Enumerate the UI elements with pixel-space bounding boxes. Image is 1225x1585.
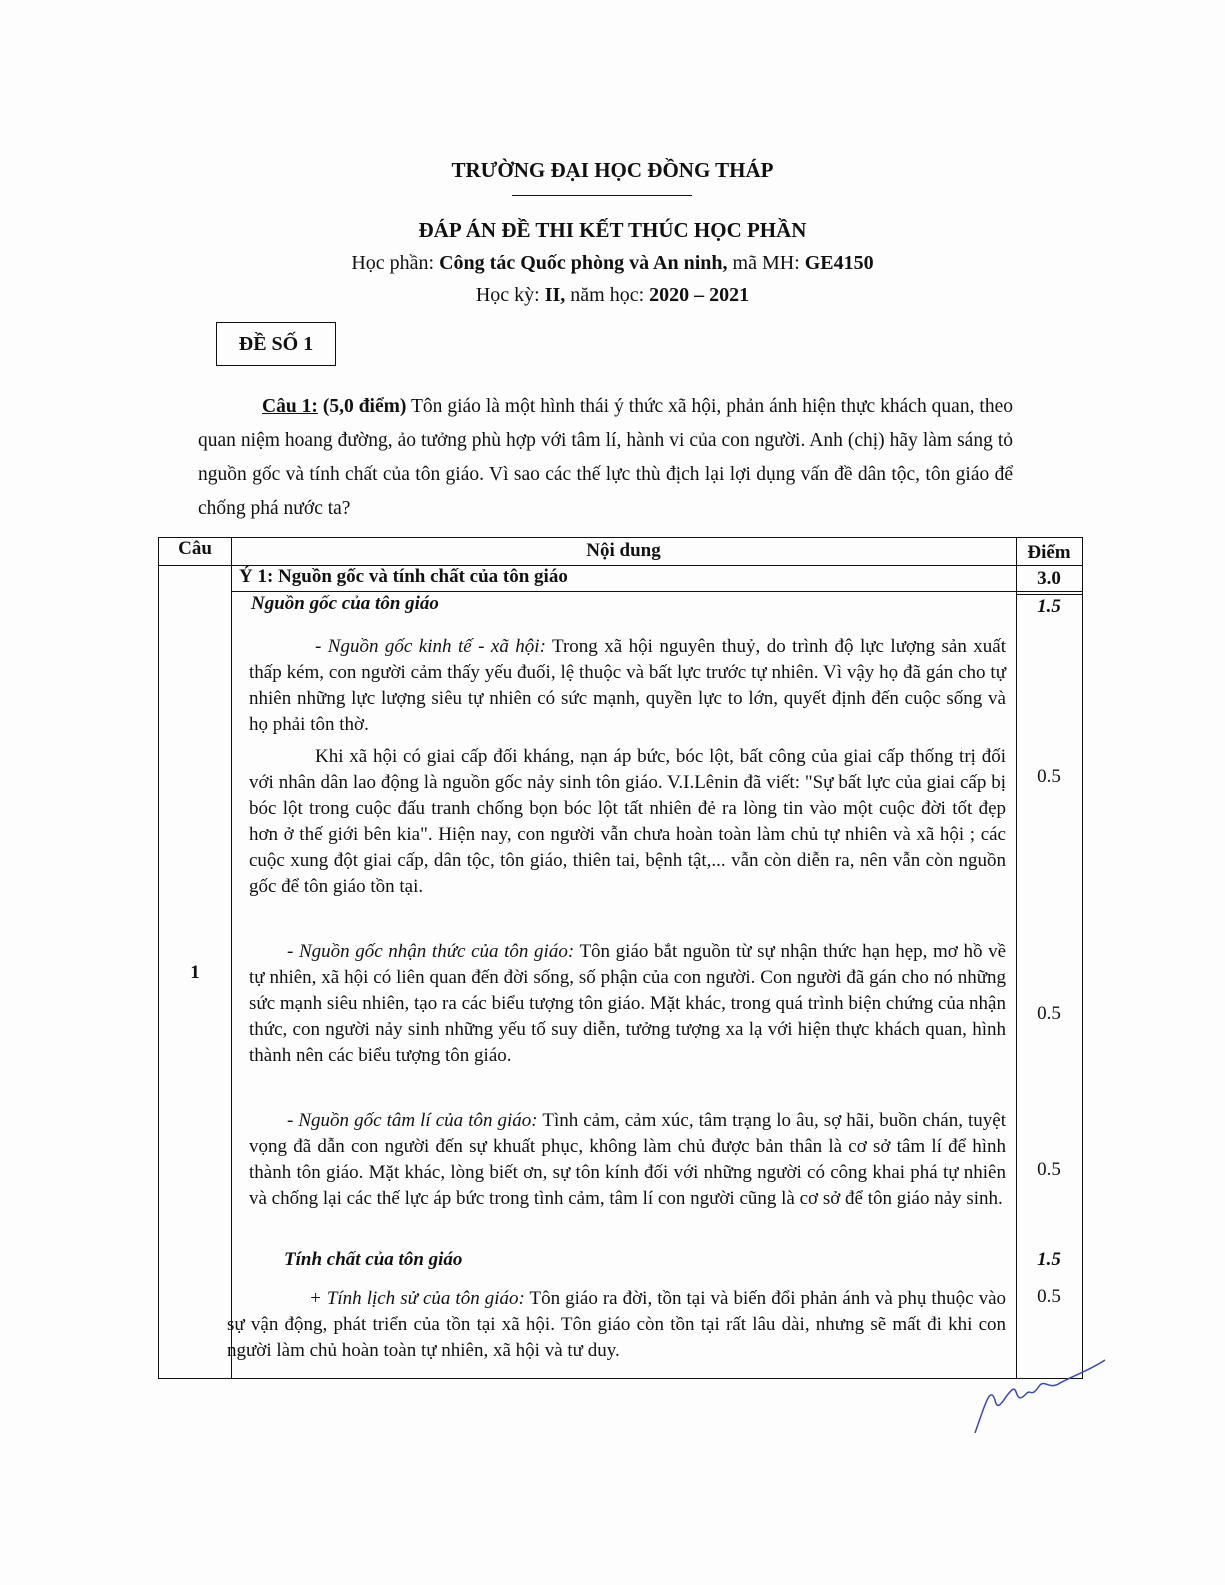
course-line — [0, 252, 1225, 275]
y1-score: 3.0 — [1037, 568, 1061, 589]
paragraph-text: Trong xã hội nguyên thuỷ, do trình độ lực lượng sản xuất thấp kém, con người cảm thấy yếu đuối, lệ thuộc và bất lực trước tự nhiên. Vì vậy họ đã gán cho tự nhiên những lực lượng siêu tự nhiên có sức mạnh, quyền lực to lớn, quyết định đến cuộc sống và họ phải tôn thờ. — [249, 636, 1006, 735]
nature-title: Tính chất của tôn giáo — [284, 1249, 463, 1270]
score: 0.5 — [1037, 1003, 1061, 1024]
score: 0.5 — [1037, 766, 1061, 787]
university-name: TRƯỜNG ĐẠI HỌC ĐỒNG THÁP — [451, 158, 774, 182]
year-label: năm học: — [565, 284, 650, 306]
question-text — [198, 390, 1013, 526]
row-divider — [231, 591, 1082, 592]
nature-score: 1.5 — [1037, 1249, 1061, 1270]
origin-title: Nguồn gốc của tôn giáo — [251, 593, 439, 614]
document-title: ĐÁP ÁN ĐỀ THI KẾT THÚC HỌC PHẦN — [418, 218, 807, 242]
course-label: Học phần: — [351, 252, 440, 274]
question-label: Câu 1: — [262, 396, 318, 417]
course-name: Công tác Quốc phòng và An ninh, — [439, 252, 728, 274]
question-body: Tôn giáo là một hình thái ý thức xã hội, phản ánh hiện thực khách quan, theo quan niệm hoang đường, ảo tưởng phù hợp với tâm lí, hành vi của con người. Anh (chị) hãy làm sáng tỏ nguồn gốc và tính chất của tôn giáo. Vì sao các thế lực thù địch lại lợi dụng vấn đề dân tộc, tôn giáo để chống phá nước ta? — [198, 396, 1013, 519]
paragraph-lead: - Nguồn gốc kinh tế - xã hội: — [315, 636, 546, 657]
header-noi-dung: Nội dung — [586, 540, 661, 561]
historical-nature-paragraph — [227, 1286, 1006, 1364]
psychological-origin-paragraph — [249, 1108, 1006, 1212]
paragraph-lead: - Nguồn gốc tâm lí của tôn giáo: — [287, 1110, 538, 1131]
paragraph-lead: - Nguồn gốc nhận thức của tôn giáo: — [287, 941, 575, 962]
column-divider — [231, 538, 232, 1378]
origin-score: 1.5 — [1037, 596, 1061, 617]
course-code-label: mã MH: — [727, 252, 805, 274]
semester-label: Học kỳ: — [475, 284, 545, 306]
header-diem: Điểm — [1027, 542, 1071, 563]
title-divider — [512, 195, 692, 196]
semester: II, — [544, 284, 566, 306]
paragraph-text: Tình cảm, cảm xúc, tâm trạng lo âu, sợ hãi, buồn chán, tuyệt vọng đã dẫn con người đến sự khuất phục, không làm chủ được bản thân là cơ sở tâm lí để hình thành tôn giáo. Mặt khác, lòng biết ơn, sự tôn kính đối với những người có công khai phá tự nhiên và chống lại các thế lực áp bức trong tình cảm, tâm lí con người cũng là cơ sở để tôn giáo nảy sinh. — [249, 1110, 1006, 1209]
question-number: 1 — [190, 962, 200, 983]
y1-title: Ý 1: Nguồn gốc và tính chất của tôn giáo — [239, 566, 568, 587]
score: 0.5 — [1037, 1286, 1061, 1307]
score: 0.5 — [1037, 1159, 1061, 1180]
row-divider — [1016, 594, 1082, 595]
paragraph-text: Tôn giáo ra đời, tồn tại và biến đổi phản ánh và phụ thuộc vào sự vận động, phát triển của tồn tại xã hội. Tôn giáo còn tồn tại rất lâu dài, nhưng sẽ mất đi khi con người làm chủ hoàn toàn tự nhiên, xã hội và tư duy. — [227, 1288, 1007, 1361]
header-cau: Câu — [178, 538, 212, 559]
paragraph-text: Tôn giáo bắt nguồn từ sự nhận thức hạn hẹp, mơ hồ về tự nhiên, xã hội có liên quan đến đời sống, số phận của con người. Con người đã gán cho nó những sức mạnh siêu nhiên, tạo ra các biểu tượng tôn giáo. Mặt khác, trong quá trình biện chứng của nhận thức, con người nảy sinh những yếu tố suy diễn, tưởng tượng xa lạ với hiện thực khách quan, hình thành nên các biểu tượng tôn giáo. — [249, 941, 1006, 1066]
answer-table — [158, 537, 1083, 1379]
course-code: GE4150 — [804, 252, 874, 274]
semester-line — [0, 284, 1225, 307]
exam-number-box: ĐỀ SỐ 1 — [216, 322, 336, 366]
economic-origin-paragraph — [249, 634, 1006, 738]
class-origin-paragraph: Khi xã hội có giai cấp đối kháng, nạn áp bức, bóc lột, bất công của giai cấp thống trị đối với nhân dân lao động là nguồn gốc nảy sinh tôn giáo. V.I.Lênin đã viết: "Sự bất lực của giai cấp bị bóc lột trong cuộc đấu tranh chống bọn bóc lột tất nhiên đẻ ra lòng tin vào một cuộc đời tốt đẹp hơn ở thế giới bên kia". Hiện nay, con người vẫn chưa hoàn toàn làm chủ tự nhiên và xã hội ; các cuộc xung đột giai cấp, dân tộc, tôn giáo, thiên tai, bệnh tật,... vẫn còn diễn ra, nên vẫn còn nguồn gốc để tôn giáo tồn tại. — [249, 746, 1006, 897]
signature-image — [960, 1345, 1110, 1445]
cognitive-origin-paragraph — [249, 939, 1006, 1069]
question-points: (5,0 điểm) — [317, 396, 407, 417]
paragraph-lead: + Tính lịch sử của tôn giáo: — [309, 1288, 525, 1309]
school-year: 2020 – 2021 — [649, 284, 750, 306]
